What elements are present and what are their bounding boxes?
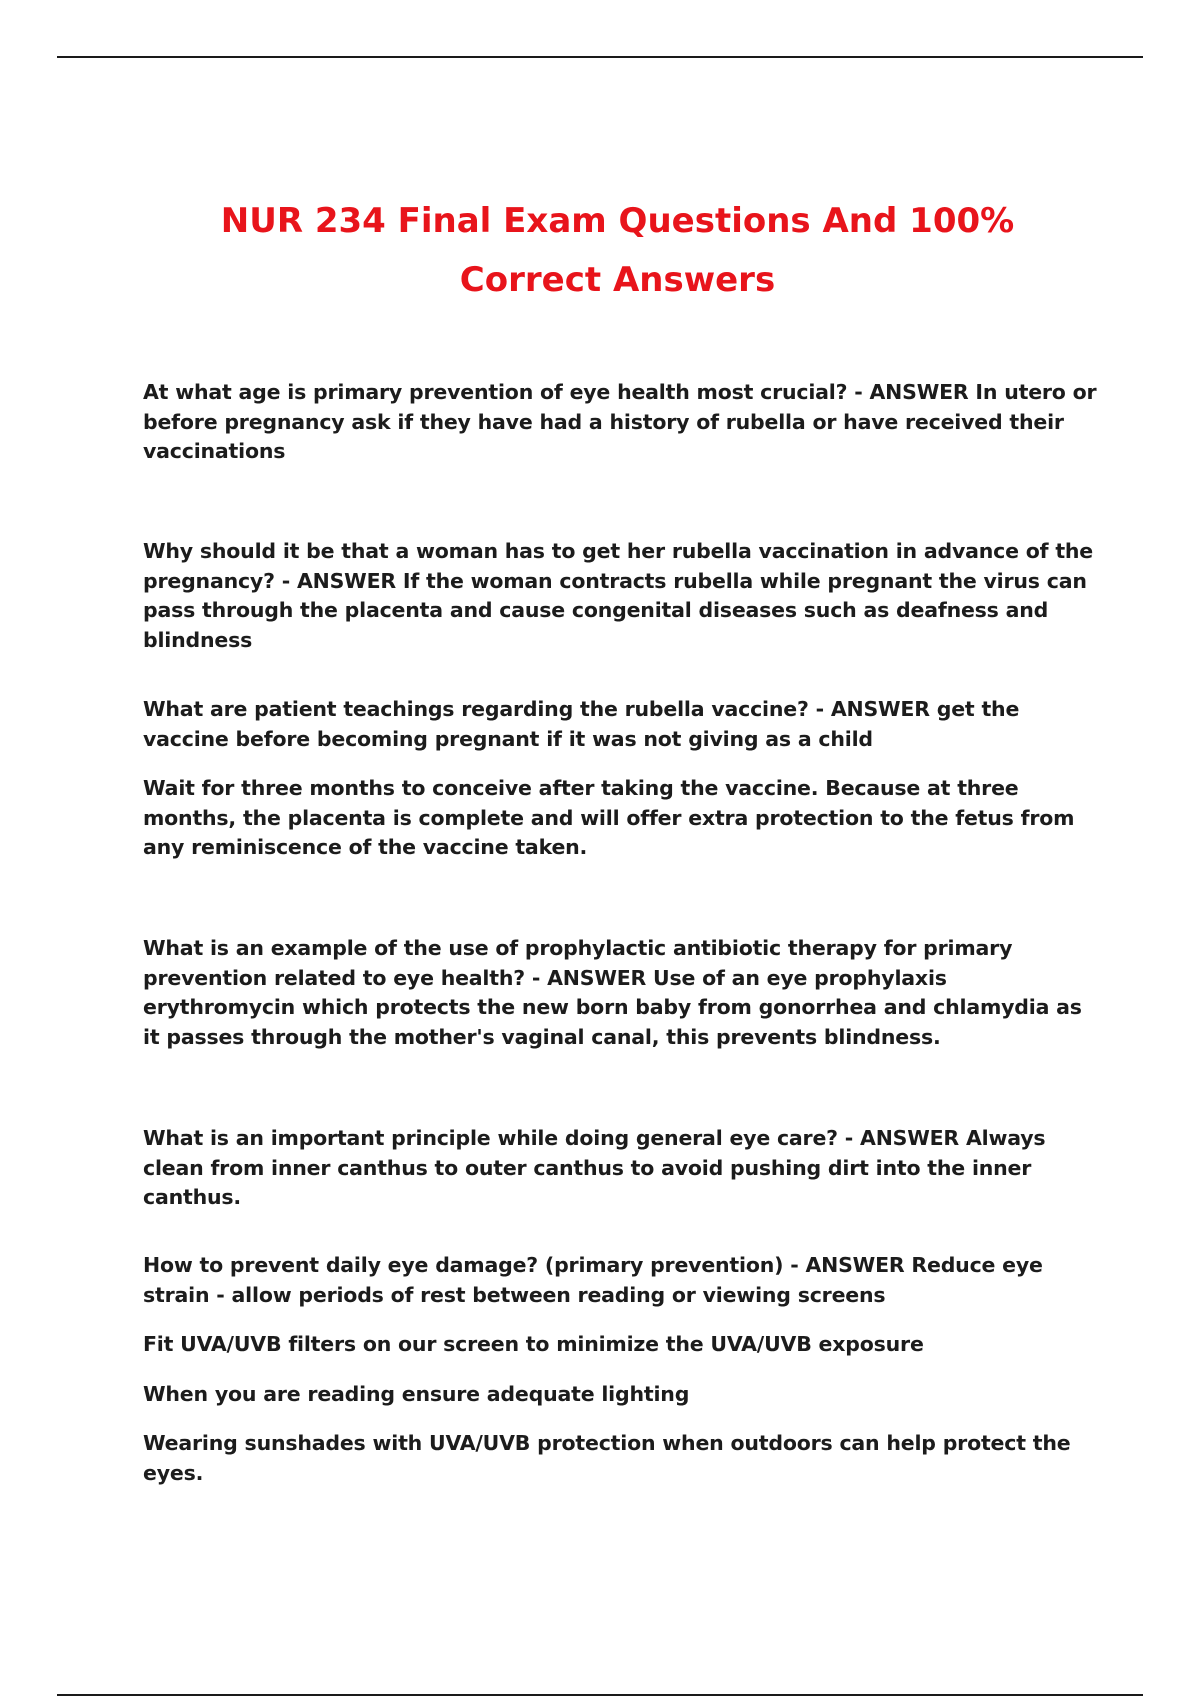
qa-block-3 [143, 695, 1103, 863]
qa-paragraph: Fit UVA/UVB filters on our screen to minimize the UVA/UVB exposure [143, 1332, 924, 1356]
qa-block-6 [143, 1251, 1103, 1488]
qa-block-2 [143, 537, 1103, 655]
title-line-2: Correct Answers [459, 260, 776, 300]
qa-paragraph: Why should it be that a woman has to get her rubella vaccination in advance of the pregnancy? - ANSWER If the woman contracts rubella while pregnant the virus can pass through the placenta and cause congenital diseases such as deafness and blindness [143, 539, 1094, 652]
qa-block-5 [143, 1124, 1103, 1213]
qa-paragraph: Wearing sunshades with UVA/UVB protection when outdoors can help protect the eyes. [143, 1431, 1071, 1485]
qa-block-4 [143, 934, 1103, 1052]
qa-block-1 [143, 378, 1103, 467]
title-line-1: NUR 234 Final Exam Questions And 100% [220, 201, 1015, 241]
top-rule [57, 56, 1143, 58]
qa-paragraph: At what age is primary prevention of eye health most crucial? - ANSWER In utero or before pregnancy ask if they have had a history of rubella or have received their vaccinations [143, 380, 1097, 463]
qa-paragraph: How to prevent daily eye damage? (primary prevention) - ANSWER Reduce eye strain - allow periods of rest between reading or viewing screens [143, 1253, 1043, 1307]
qa-paragraph: What is an example of the use of prophylactic antibiotic therapy for primary prevention related to eye health? - ANSWER Use of an eye prophylaxis erythromycin which protects the new born baby from gonorrhea and chlamydia as it passes through the mother's vaginal canal, this prevents blindness. [143, 936, 1082, 1049]
document-title [150, 192, 1085, 310]
qa-paragraph: Wait for three months to conceive after taking the vaccine. Because at three months, the placenta is complete and will offer extra protection to the fetus from any reminiscence of the vaccine taken. [143, 776, 1075, 859]
qa-paragraph: What is an important principle while doing general eye care? - ANSWER Always clean from inner canthus to outer canthus to avoid pushing dirt into the inner canthus. [143, 1126, 1046, 1209]
qa-paragraph: What are patient teachings regarding the rubella vaccine? - ANSWER get the vaccine before becoming pregnant if it was not giving as a child [143, 697, 1020, 751]
qa-paragraph: When you are reading ensure adequate lighting [143, 1381, 690, 1406]
bottom-rule [57, 1694, 1143, 1696]
